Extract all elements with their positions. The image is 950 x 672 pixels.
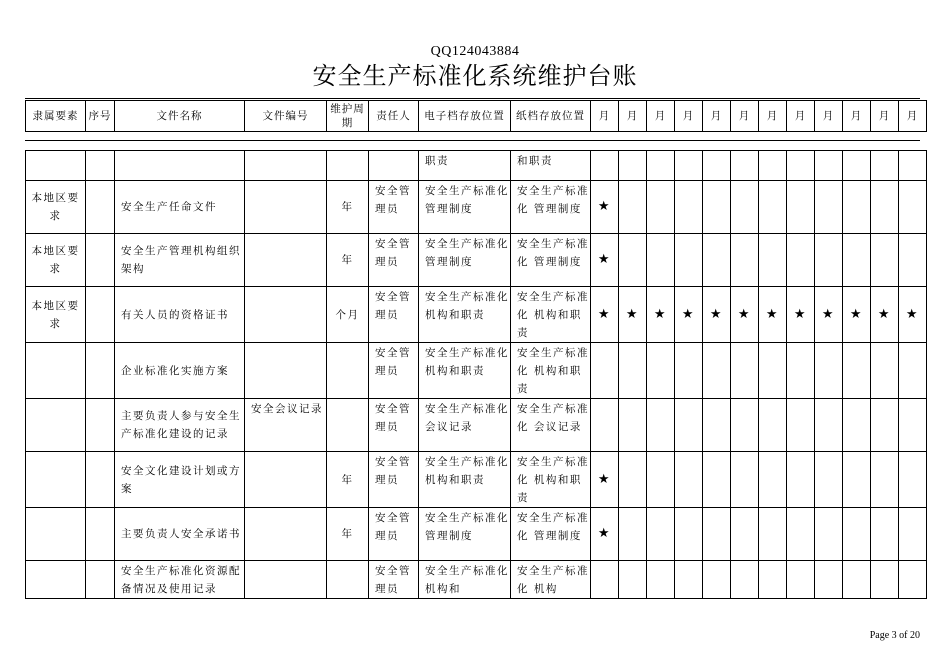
star-icon: ★ — [793, 306, 808, 322]
seq-cell — [86, 287, 115, 343]
month-cell-5 — [703, 181, 731, 234]
month-cell-6 — [731, 151, 759, 181]
p-loc-cell: 安全生产标准化 管理制度 — [511, 234, 591, 287]
resp-cell — [369, 151, 419, 181]
seq-cell — [86, 399, 115, 452]
col-month-5: 月 — [703, 101, 731, 132]
p-loc-cell: 安全生产标准化 机构和职责 — [511, 343, 591, 399]
element-cell — [26, 508, 86, 561]
month-cell-9 — [815, 181, 843, 234]
month-cell-8 — [787, 234, 815, 287]
month-cell-9 — [815, 343, 843, 399]
month-cell-12 — [899, 181, 927, 234]
month-cell-6 — [731, 181, 759, 234]
month-cell-5 — [703, 561, 731, 599]
star-icon: ★ — [653, 306, 668, 322]
header-row — [26, 101, 927, 132]
month-cell-11 — [871, 452, 899, 508]
col-month-12: 月 — [899, 101, 927, 132]
month-cell-11 — [871, 399, 899, 452]
period-cell — [327, 399, 369, 452]
resp-cell: 安全管理员 — [369, 399, 419, 452]
col-month-4: 月 — [675, 101, 703, 132]
p-loc-cell: 安全生产标准化 管理制度 — [511, 181, 591, 234]
month-cell-12 — [899, 399, 927, 452]
month-cell-3 — [647, 151, 675, 181]
e-loc-cell: 安全生产标准化 机构和职责 — [419, 343, 511, 399]
month-cell-4 — [675, 151, 703, 181]
p-loc-cell: 安全生产标准化 机构 — [511, 561, 591, 599]
month-cell-3 — [647, 508, 675, 561]
period-cell — [327, 561, 369, 599]
e-loc-cell: 安全生产标准化 机构和 — [419, 561, 511, 599]
e-loc-cell: 职责 — [419, 151, 511, 181]
star-icon: ★ — [765, 306, 780, 322]
month-cell-6 — [731, 287, 759, 343]
month-cell-10 — [843, 452, 871, 508]
month-cell-7 — [759, 561, 787, 599]
table-row — [26, 452, 927, 508]
resp-cell: 安全管理员 — [369, 561, 419, 599]
month-cell-12 — [899, 287, 927, 343]
seq-cell — [86, 508, 115, 561]
month-cell-9 — [815, 399, 843, 452]
month-cell-10 — [843, 151, 871, 181]
element-cell: 本地区要求 — [26, 287, 86, 343]
star-icon: ★ — [849, 306, 864, 322]
month-cell-8 — [787, 561, 815, 599]
month-cell-3 — [647, 452, 675, 508]
ledger-table — [25, 150, 927, 599]
month-cell-12 — [899, 343, 927, 399]
month-cell-1 — [591, 287, 619, 343]
col-seq: 序号 — [86, 101, 115, 132]
star-icon: ★ — [821, 306, 836, 322]
page-footer: Page 3 of 20 — [869, 630, 920, 641]
doc-no-cell — [245, 287, 327, 343]
month-cell-6 — [731, 234, 759, 287]
month-cell-8 — [787, 508, 815, 561]
doc-no-cell — [245, 452, 327, 508]
seq-cell — [86, 561, 115, 599]
col-month-6: 月 — [731, 101, 759, 132]
star-icon: ★ — [877, 306, 892, 322]
col-month-7: 月 — [759, 101, 787, 132]
month-cell-8 — [787, 287, 815, 343]
e-loc-cell: 安全生产标准化 机构和职责 — [419, 452, 511, 508]
month-cell-2 — [619, 151, 647, 181]
month-cell-12 — [899, 151, 927, 181]
col-resp: 责任人 — [369, 101, 419, 132]
table-row — [26, 343, 927, 399]
table-row — [26, 234, 927, 287]
e-loc-cell: 安全生产标准化 管理制度 — [419, 234, 511, 287]
table-row — [26, 151, 927, 181]
month-cell-11 — [871, 287, 899, 343]
e-loc-cell: 安全生产标准化 管理制度 — [419, 181, 511, 234]
month-cell-6 — [731, 561, 759, 599]
period-cell: 年 — [327, 508, 369, 561]
month-cell-7 — [759, 151, 787, 181]
star-icon: ★ — [597, 252, 612, 267]
p-loc-cell: 安全生产标准化 机构和职责 — [511, 452, 591, 508]
col-month-3: 月 — [647, 101, 675, 132]
table-row — [26, 287, 927, 343]
month-cell-4 — [675, 234, 703, 287]
month-cell-6 — [731, 343, 759, 399]
seq-cell — [86, 181, 115, 234]
month-cell-5 — [703, 287, 731, 343]
month-cell-4 — [675, 343, 703, 399]
month-cell-5 — [703, 151, 731, 181]
month-cell-5 — [703, 234, 731, 287]
month-cell-2 — [619, 234, 647, 287]
doc-name-cell: 安全生产任命文件 — [115, 181, 245, 234]
element-cell — [26, 399, 86, 452]
doc-no-cell: 安全会议记录 — [245, 399, 327, 452]
month-cell-11 — [871, 234, 899, 287]
month-cell-3 — [647, 343, 675, 399]
e-loc-cell: 安全生产标准化 管理制度 — [419, 508, 511, 561]
element-cell — [26, 151, 86, 181]
month-cell-3 — [647, 561, 675, 599]
period-cell: 年 — [327, 234, 369, 287]
seq-cell — [86, 234, 115, 287]
month-cell-2 — [619, 343, 647, 399]
month-cell-11 — [871, 561, 899, 599]
month-cell-12 — [899, 234, 927, 287]
doc-no-cell — [245, 508, 327, 561]
doc-no-cell — [245, 234, 327, 287]
month-cell-6 — [731, 452, 759, 508]
month-cell-4 — [675, 181, 703, 234]
qq-number: QQ124043884 — [430, 44, 520, 59]
month-cell-11 — [871, 343, 899, 399]
p-loc-cell: 安全生产标准化 会议记录 — [511, 399, 591, 452]
month-cell-9 — [815, 151, 843, 181]
month-cell-9 — [815, 287, 843, 343]
star-icon: ★ — [625, 306, 640, 322]
seq-cell — [86, 452, 115, 508]
doc-no-cell — [245, 181, 327, 234]
element-cell: 本地区要求 — [26, 181, 86, 234]
doc-name-cell: 有关人员的资格证书 — [115, 287, 245, 343]
month-cell-8 — [787, 452, 815, 508]
month-cell-10 — [843, 343, 871, 399]
month-cell-8 — [787, 343, 815, 399]
month-cell-1 — [591, 151, 619, 181]
period-cell — [327, 343, 369, 399]
month-cell-11 — [871, 181, 899, 234]
resp-cell: 安全管理员 — [369, 287, 419, 343]
month-cell-7 — [759, 234, 787, 287]
page-title: 安全生产标准化系统维护台账 — [312, 62, 638, 90]
month-cell-9 — [815, 561, 843, 599]
month-cell-5 — [703, 508, 731, 561]
month-cell-7 — [759, 181, 787, 234]
element-cell — [26, 452, 86, 508]
star-icon: ★ — [709, 306, 724, 322]
month-cell-4 — [675, 508, 703, 561]
month-cell-3 — [647, 399, 675, 452]
month-cell-2 — [619, 181, 647, 234]
e-loc-cell: 安全生产标准化 会议记录 — [419, 399, 511, 452]
col-p-loc: 纸档存放位置 — [511, 101, 591, 132]
month-cell-10 — [843, 508, 871, 561]
month-cell-12 — [899, 561, 927, 599]
col-month-11: 月 — [871, 101, 899, 132]
doc-no-cell — [245, 343, 327, 399]
e-loc-cell: 安全生产标准化 机构和职责 — [419, 287, 511, 343]
month-cell-1 — [591, 452, 619, 508]
period-cell: 个月 — [327, 287, 369, 343]
month-cell-10 — [843, 234, 871, 287]
resp-cell: 安全管理员 — [369, 508, 419, 561]
table-row — [26, 181, 927, 234]
month-cell-7 — [759, 452, 787, 508]
element-cell: 本地区要求 — [26, 234, 86, 287]
col-month-10: 月 — [843, 101, 871, 132]
star-icon: ★ — [597, 471, 612, 487]
resp-cell: 安全管理员 — [369, 234, 419, 287]
star-icon: ★ — [681, 306, 696, 322]
month-cell-4 — [675, 287, 703, 343]
star-icon: ★ — [597, 306, 612, 322]
month-cell-3 — [647, 287, 675, 343]
p-loc-cell: 安全生产标准化 管理制度 — [511, 508, 591, 561]
table-row — [26, 561, 927, 599]
col-doc-no: 文件编号 — [245, 101, 327, 132]
month-cell-9 — [815, 508, 843, 561]
p-loc-cell: 和职责 — [511, 151, 591, 181]
element-cell — [26, 561, 86, 599]
doc-name-cell: 企业标准化实施方案 — [115, 343, 245, 399]
period-cell: 年 — [327, 181, 369, 234]
month-cell-1 — [591, 561, 619, 599]
table-row — [26, 508, 927, 561]
month-cell-1 — [591, 343, 619, 399]
month-cell-4 — [675, 399, 703, 452]
col-month-9: 月 — [815, 101, 843, 132]
col-month-2: 月 — [619, 101, 647, 132]
month-cell-10 — [843, 181, 871, 234]
month-cell-1 — [591, 508, 619, 561]
month-cell-8 — [787, 151, 815, 181]
month-cell-5 — [703, 343, 731, 399]
month-cell-10 — [843, 287, 871, 343]
seq-cell — [86, 151, 115, 181]
month-cell-5 — [703, 452, 731, 508]
col-period: 维护周期 — [327, 101, 369, 132]
doc-name-cell: 主要负责人安全承诺书 — [115, 508, 245, 561]
month-cell-3 — [647, 181, 675, 234]
doc-name-cell: 安全生产标准化资源配备情况及使用记录 — [115, 561, 245, 599]
doc-no-cell — [245, 151, 327, 181]
star-icon: ★ — [737, 306, 752, 322]
month-cell-1 — [591, 234, 619, 287]
month-cell-6 — [731, 399, 759, 452]
month-cell-12 — [899, 508, 927, 561]
col-doc-name: 文件名称 — [115, 101, 245, 132]
month-cell-10 — [843, 561, 871, 599]
month-cell-3 — [647, 234, 675, 287]
month-cell-2 — [619, 508, 647, 561]
period-cell — [327, 151, 369, 181]
month-cell-10 — [843, 399, 871, 452]
doc-name-cell: 安全文化建设计划或方案 — [115, 452, 245, 508]
month-cell-8 — [787, 399, 815, 452]
p-loc-cell: 安全生产标准化 机构和职责 — [511, 287, 591, 343]
month-cell-5 — [703, 399, 731, 452]
month-cell-1 — [591, 181, 619, 234]
col-element: 隶属要素 — [26, 101, 86, 132]
col-month-8: 月 — [787, 101, 815, 132]
month-cell-2 — [619, 399, 647, 452]
element-cell — [26, 343, 86, 399]
doc-name-cell: 安全生产管理机构组织架构 — [115, 234, 245, 287]
col-month-1: 月 — [591, 101, 619, 132]
month-cell-8 — [787, 181, 815, 234]
doc-name-cell: 主要负责人参与安全生产标准化建设的记录 — [115, 399, 245, 452]
month-cell-2 — [619, 561, 647, 599]
resp-cell: 安全管理员 — [369, 452, 419, 508]
month-cell-7 — [759, 399, 787, 452]
resp-cell: 安全管理员 — [369, 181, 419, 234]
seq-cell — [86, 343, 115, 399]
month-cell-11 — [871, 151, 899, 181]
month-cell-9 — [815, 452, 843, 508]
col-e-loc: 电子档存放位置 — [419, 101, 511, 132]
month-cell-6 — [731, 508, 759, 561]
month-cell-4 — [675, 561, 703, 599]
month-cell-7 — [759, 287, 787, 343]
star-icon: ★ — [597, 199, 612, 214]
month-cell-7 — [759, 508, 787, 561]
doc-no-cell — [245, 561, 327, 599]
month-cell-2 — [619, 287, 647, 343]
header-table — [25, 100, 927, 132]
month-cell-7 — [759, 343, 787, 399]
month-cell-4 — [675, 452, 703, 508]
month-cell-12 — [899, 452, 927, 508]
doc-name-cell — [115, 151, 245, 181]
star-icon: ★ — [905, 306, 920, 322]
month-cell-2 — [619, 452, 647, 508]
month-cell-11 — [871, 508, 899, 561]
star-icon: ★ — [597, 526, 612, 541]
table-row — [26, 399, 927, 452]
resp-cell: 安全管理员 — [369, 343, 419, 399]
period-cell: 年 — [327, 452, 369, 508]
month-cell-9 — [815, 234, 843, 287]
top-rule — [25, 98, 920, 99]
mid-rule — [25, 140, 920, 141]
month-cell-1 — [591, 399, 619, 452]
